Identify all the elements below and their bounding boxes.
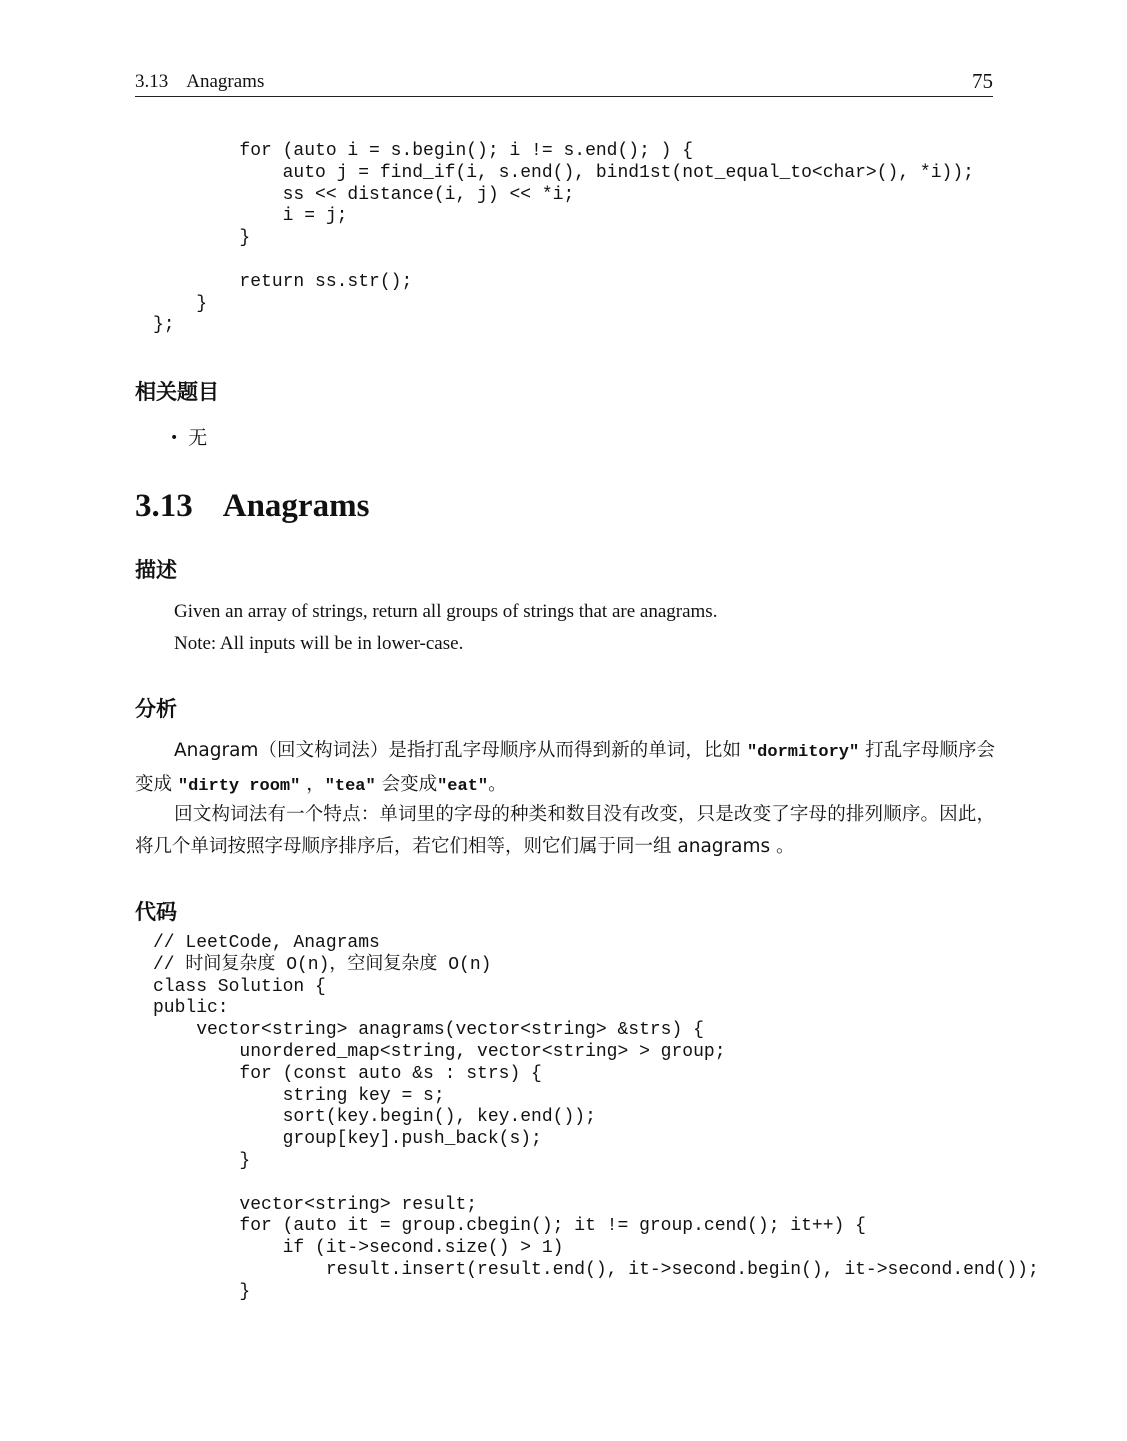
code-line: // LeetCode, Anagrams bbox=[153, 933, 380, 953]
code-line: } bbox=[153, 1281, 251, 1302]
code-line: public: bbox=[153, 998, 229, 1019]
description-heading: 描述 bbox=[135, 558, 177, 582]
running-header bbox=[135, 68, 993, 97]
page-number: 75 bbox=[972, 69, 993, 93]
section-title bbox=[135, 488, 369, 525]
bullet-icon: • bbox=[170, 430, 179, 446]
code-line: group[key].push_back(s); bbox=[153, 1129, 542, 1150]
code-heading: 代码 bbox=[135, 900, 177, 924]
header-section-number: 3.13 bbox=[135, 71, 169, 92]
code-block-main bbox=[153, 933, 1039, 1304]
inline-code: "dirty room" bbox=[177, 777, 301, 796]
code-line: vector<string> result; bbox=[153, 1194, 478, 1215]
code-line: return ss.str(); bbox=[153, 271, 413, 292]
code-line: ss << distance(i, j) << *i; bbox=[153, 184, 575, 205]
analysis-paragraph-1: Anagram（回文构词法）是指打乱字母顺序从而得到新的单词，比如 "dormitory" 打乱字母顺序会变成 "dirty room" ，"tea" 会变成"eat"。 bbox=[135, 740, 996, 796]
section-number: 3.13 bbox=[135, 488, 193, 524]
section-title-text: Anagrams bbox=[222, 488, 370, 524]
code-line: class Solution { bbox=[153, 976, 326, 997]
header-section-title: Anagrams bbox=[186, 71, 265, 92]
code-line: result.insert(result.end(), it->second.begin(), it->second.end()); bbox=[153, 1259, 1039, 1280]
analysis-heading: 分析 bbox=[135, 697, 177, 721]
code-line bbox=[153, 1173, 1039, 1195]
code-line: } bbox=[153, 1150, 251, 1171]
description-line-1: Given an array of strings, return all groups of strings that are anagrams. bbox=[174, 601, 718, 622]
code-block-top bbox=[153, 141, 974, 337]
inline-code: "tea" bbox=[324, 777, 376, 796]
code-line: unordered_map<string, vector<string> > group; bbox=[153, 1041, 726, 1062]
code-line: auto j = find_if(i, s.end(), bind1st(not_equal_to<char>(), *i)); bbox=[153, 162, 974, 183]
description-line-2: Note: All inputs will be in lower-case. bbox=[174, 633, 464, 654]
code-line: vector<string> anagrams(vector<string> &strs) { bbox=[153, 1020, 704, 1041]
inline-code: "eat" bbox=[437, 777, 489, 796]
related-item-text: 无 bbox=[188, 427, 208, 449]
code-line: // 时间复杂度 O(n)，空间复杂度 O(n) bbox=[153, 954, 492, 975]
code-line: } bbox=[153, 293, 208, 314]
analysis-paragraph-2: 回文构词法有一个特点：单词里的字母的种类和数目没有改变，只是改变了字母的排列顺序。因此，将几个单词按照字母顺序排序后，若它们相等，则它们属于同一组 anagrams 。 bbox=[135, 804, 995, 857]
code-line: sort(key.begin(), key.end()); bbox=[153, 1107, 596, 1128]
code-line: } bbox=[153, 228, 251, 249]
inline-code: "dormitory" bbox=[746, 743, 860, 762]
code-line: i = j; bbox=[153, 206, 348, 227]
header-section bbox=[135, 71, 264, 93]
related-heading: 相关题目 bbox=[135, 380, 219, 404]
code-line: for (const auto &s : strs) { bbox=[153, 1063, 542, 1084]
code-line: string key = s; bbox=[153, 1085, 445, 1106]
related-list-item bbox=[170, 423, 207, 450]
code-line: }; bbox=[153, 315, 175, 336]
code-line: if (it->second.size() > 1) bbox=[153, 1238, 564, 1259]
code-line bbox=[153, 250, 974, 272]
code-line: for (auto i = s.begin(); i != s.end(); ) { bbox=[153, 141, 694, 161]
code-line: for (auto it = group.cbegin(); it != group.cend(); it++) { bbox=[153, 1216, 866, 1237]
